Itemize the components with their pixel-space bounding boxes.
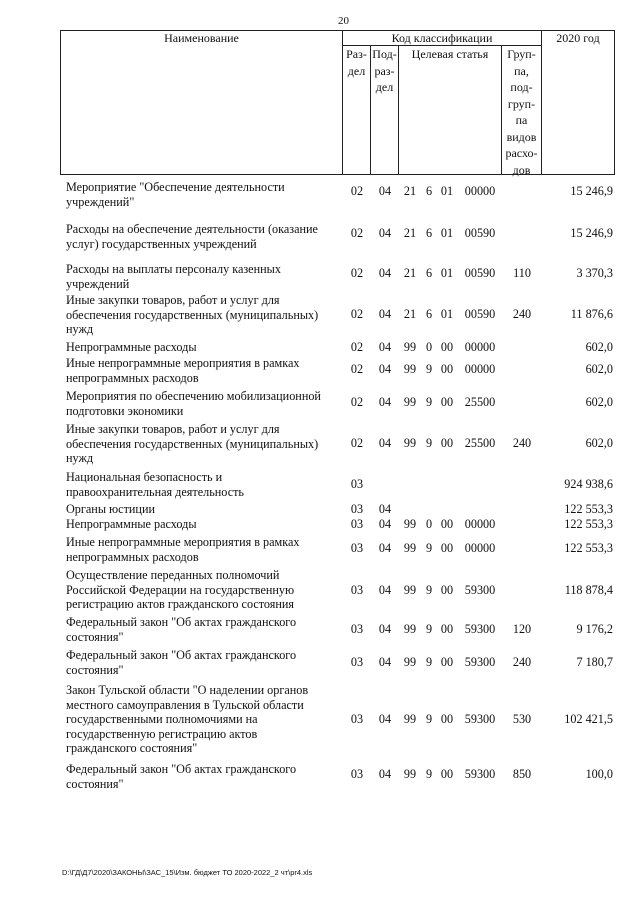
row-cs1: 99 (403, 340, 417, 354)
row-group: 110 (513, 266, 531, 280)
row-razdel: 02 (350, 266, 364, 280)
row-group: 530 (512, 712, 532, 726)
row-name: Расходы на выплаты персоналу казенных учреждений (66, 262, 281, 291)
row-amount: 11 876,6 (570, 307, 613, 321)
row-razdel: 02 (350, 362, 364, 376)
row-cs3: 00 (440, 655, 454, 669)
file-path-footer: D:\ГД\Д7\2020\ЗАКОНЫ\ЗАС_15\Изм. бюджет ТО 2020-2022_2 чт\pr4.xls (62, 868, 313, 877)
row-cs1: 99 (403, 362, 417, 376)
row-cs1: 99 (403, 517, 417, 531)
header-group: Груп- па, под- груп- па видов расхо- дов (505, 47, 538, 177)
row-amount: 924 938,6 (564, 477, 613, 491)
row-amount: 15 246,9 (570, 184, 613, 198)
row-name: Иные закупки товаров, работ и услуг для обеспечения государственных (муниципальных) нужд (66, 293, 319, 336)
row-group: 850 (512, 767, 532, 781)
row-podrazdel: 04 (378, 307, 392, 321)
row-cs4: 59300 (464, 767, 496, 781)
row-name: Мероприятие "Обеспечение деятельности учреждений" (66, 180, 285, 209)
row-cs3: 00 (440, 712, 454, 726)
row-cs4: 59300 (464, 712, 496, 726)
header-year-cell (541, 30, 615, 175)
row-amount: 15 246,9 (570, 226, 613, 240)
row-amount: 7 180,7 (576, 655, 613, 669)
row-amount: 122 553,3 (564, 502, 613, 516)
row-podrazdel: 04 (378, 583, 392, 597)
row-name: Федеральный закон "Об актах гражданского состояния" (66, 762, 297, 791)
row-cs1: 21 (403, 307, 417, 321)
header-year: 2020 год (556, 31, 600, 45)
row-cs1: 99 (403, 655, 417, 669)
row-name: Осуществление переданных полномочий Российской Федерации на государственную регистрацию актов гражданского состояния (66, 568, 295, 611)
header-classification-code: Код классификации (391, 31, 493, 45)
row-razdel: 02 (350, 307, 364, 321)
row-name: Непрограммные расходы (66, 517, 197, 531)
row-amount: 9 176,2 (576, 622, 613, 636)
row-name: Иные закупки товаров, работ и услуг для обеспечения государственных (муниципальных) нужд (66, 422, 319, 465)
row-amount: 602,0 (585, 340, 613, 354)
row-amount: 122 553,3 (564, 517, 613, 531)
row-cs3: 01 (440, 184, 454, 198)
row-cs4: 00590 (464, 307, 496, 321)
row-cs3: 01 (440, 266, 454, 280)
row-cs2: 6 (425, 266, 433, 280)
row-cs2: 9 (425, 767, 433, 781)
row-cs4: 59300 (464, 655, 496, 669)
row-cs1: 99 (403, 395, 417, 409)
row-amount: 602,0 (585, 395, 613, 409)
row-cs2: 9 (425, 541, 433, 555)
row-cs2: 9 (425, 712, 433, 726)
row-cs4: 00000 (464, 541, 496, 555)
row-cs3: 01 (440, 226, 454, 240)
row-razdel: 02 (350, 184, 364, 198)
row-amount: 602,0 (585, 362, 613, 376)
row-cs4: 25500 (464, 395, 496, 409)
row-name: Расходы на обеспечение деятельности (оказание услуг) государственных учреждений (66, 222, 318, 251)
row-podrazdel: 04 (378, 395, 392, 409)
row-razdel: 02 (350, 340, 364, 354)
row-razdel: 03 (350, 655, 364, 669)
row-podrazdel: 04 (378, 541, 392, 555)
header-name: Наименование (164, 31, 239, 45)
row-cs3: 00 (440, 436, 454, 450)
row-name: Мероприятия по обеспечению мобилизационной подготовки экономики (66, 389, 321, 418)
row-razdel: 03 (350, 622, 364, 636)
row-podrazdel: 04 (378, 362, 392, 376)
row-razdel: 03 (350, 477, 364, 491)
row-name: Федеральный закон "Об актах гражданского состояния" (66, 615, 297, 644)
row-cs4: 00000 (464, 362, 496, 376)
row-cs3: 00 (440, 622, 454, 636)
row-podrazdel: 04 (378, 502, 392, 516)
row-cs2: 9 (425, 655, 433, 669)
row-razdel: 03 (350, 583, 364, 597)
row-name: Непрограммные расходы (66, 340, 197, 354)
row-podrazdel: 04 (378, 436, 392, 450)
row-name: Иные непрограммные мероприятия в рамках непрограммных расходов (66, 356, 300, 385)
row-group: 240 (512, 307, 532, 321)
row-cs4: 00000 (464, 517, 496, 531)
row-razdel: 03 (350, 712, 364, 726)
row-cs2: 0 (425, 340, 433, 354)
row-cs3: 00 (440, 340, 454, 354)
row-cs3: 00 (440, 583, 454, 597)
row-cs2: 9 (425, 583, 433, 597)
row-cs2: 0 (425, 517, 433, 531)
row-cs3: 00 (440, 767, 454, 781)
row-cs4: 00000 (464, 184, 496, 198)
row-podrazdel: 04 (378, 655, 392, 669)
row-podrazdel: 04 (378, 622, 392, 636)
row-group: 240 (512, 655, 532, 669)
row-razdel: 03 (350, 767, 364, 781)
row-podrazdel: 04 (378, 226, 392, 240)
row-cs1: 21 (403, 184, 417, 198)
header-podrazdel: Под- раз- дел (372, 47, 397, 94)
row-podrazdel: 04 (378, 767, 392, 781)
row-cs1: 99 (403, 767, 417, 781)
row-amount: 100,0 (585, 767, 613, 781)
row-cs2: 9 (425, 436, 433, 450)
row-amount: 602,0 (585, 436, 613, 450)
row-razdel: 03 (350, 541, 364, 555)
row-cs2: 6 (425, 184, 433, 198)
row-amount: 122 553,3 (564, 541, 613, 555)
row-name: Иные непрограммные мероприятия в рамках непрограммных расходов (66, 535, 300, 564)
row-cs3: 00 (440, 517, 454, 531)
row-cs1: 99 (403, 712, 417, 726)
row-group: 120 (512, 622, 532, 636)
row-cs2: 9 (425, 395, 433, 409)
row-name: Закон Тульской области "О наделении органов местного самоуправления в Тульской области государственными полномочиями на государственную регистрацию актов гражданского состояния" (66, 683, 309, 755)
row-name: Федеральный закон "Об актах гражданского состояния" (66, 648, 297, 677)
row-name: Национальная безопасность и правоохранительная деятельность (66, 470, 244, 499)
row-amount: 118 878,4 (564, 583, 613, 597)
row-cs3: 01 (440, 307, 454, 321)
row-podrazdel: 04 (378, 712, 392, 726)
row-cs1: 99 (403, 436, 417, 450)
row-podrazdel: 04 (378, 340, 392, 354)
row-cs2: 9 (425, 622, 433, 636)
row-razdel: 02 (350, 395, 364, 409)
header-target-cell (398, 45, 502, 175)
row-podrazdel: 04 (378, 266, 392, 280)
row-amount: 102 421,5 (564, 712, 613, 726)
row-cs3: 00 (440, 541, 454, 555)
row-cs4: 00000 (464, 340, 496, 354)
row-razdel: 02 (350, 226, 364, 240)
row-cs1: 99 (403, 541, 417, 555)
row-cs3: 00 (440, 395, 454, 409)
page-number: 20 (338, 15, 349, 27)
row-name: Органы юстиции (66, 502, 155, 516)
row-cs1: 21 (403, 226, 417, 240)
header-name-cell (60, 30, 343, 175)
row-amount: 3 370,3 (576, 266, 613, 280)
header-razdel: Раз- дел (346, 47, 367, 78)
row-razdel: 03 (350, 517, 364, 531)
row-cs4: 00590 (464, 226, 496, 240)
row-cs4: 59300 (464, 583, 496, 597)
row-cs1: 21 (403, 266, 417, 280)
row-cs4: 00590 (464, 266, 496, 280)
row-group: 240 (512, 436, 532, 450)
row-podrazdel: 04 (378, 517, 392, 531)
row-razdel: 02 (350, 436, 364, 450)
row-cs4: 25500 (464, 436, 496, 450)
row-cs2: 6 (425, 226, 433, 240)
row-cs3: 00 (440, 362, 454, 376)
header-target-article: Целевая статья (411, 47, 489, 61)
row-razdel: 03 (350, 502, 364, 516)
row-cs2: 6 (425, 307, 433, 321)
row-cs1: 99 (403, 583, 417, 597)
row-cs4: 59300 (464, 622, 496, 636)
row-cs2: 9 (425, 362, 433, 376)
row-podrazdel: 04 (378, 184, 392, 198)
row-cs1: 99 (403, 622, 417, 636)
